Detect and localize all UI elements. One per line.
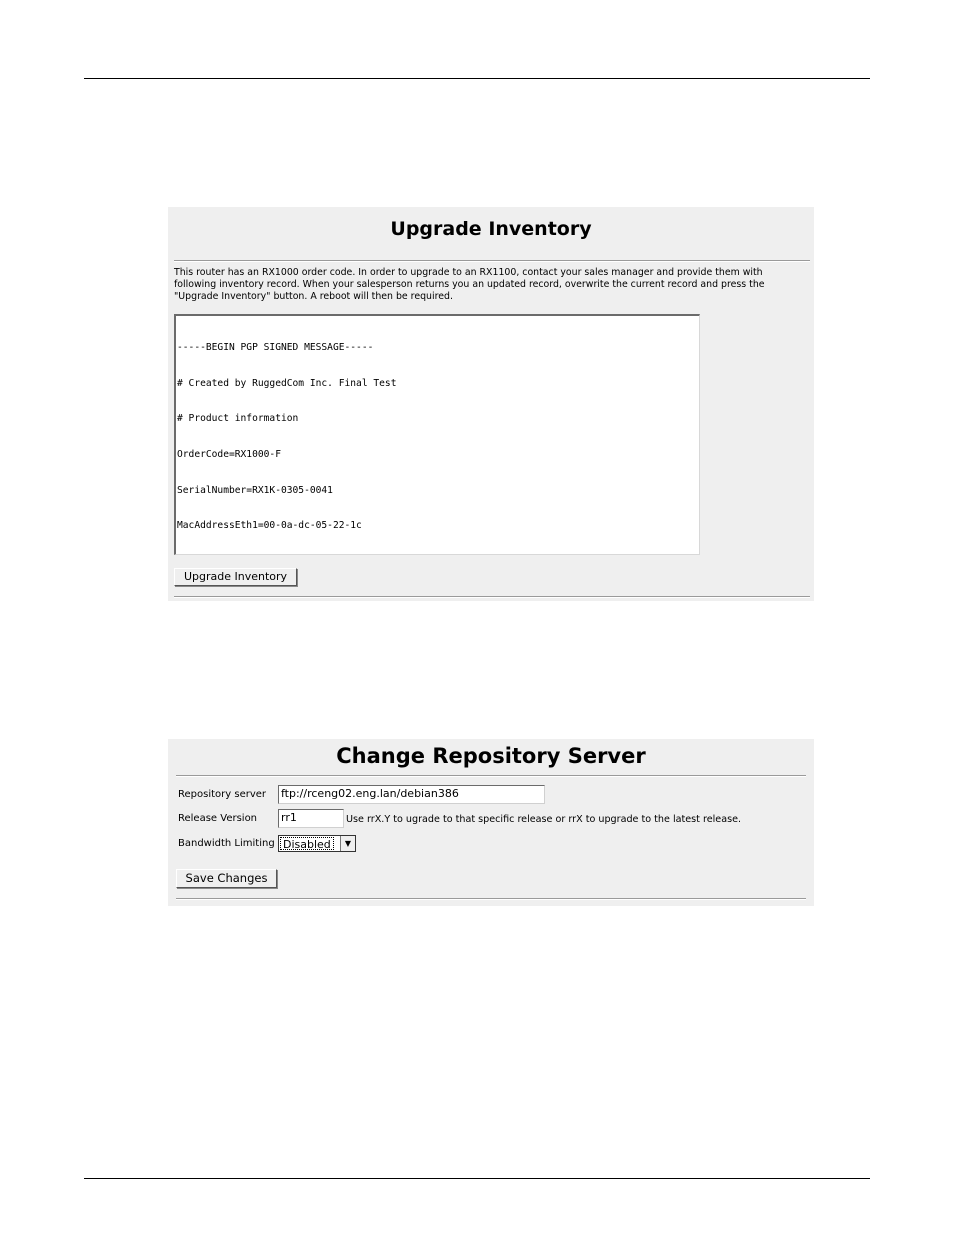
bandwidth-selected-value: Disabled: [280, 837, 334, 850]
chevron-down-icon[interactable]: ▼: [340, 836, 355, 851]
instruction-line: "Upgrade Inventory" button. A reboot will then be required.: [174, 291, 453, 302]
record-line: # Created by RuggedCom Inc. Final Test: [177, 377, 397, 389]
title-divider: [174, 260, 810, 262]
instruction-line: This router has an RX1000 order code. In order to upgrade to an RX1100, contact your sales manager and provide them with: [174, 267, 763, 278]
record-line: OrderCode=RX1000-F: [177, 448, 281, 460]
record-line: MacAddressEth1=00-0a-dc-05-22-1c: [177, 520, 362, 532]
page-bottom-rule: [84, 1178, 870, 1179]
panel-bottom-divider: [176, 898, 806, 900]
release-version-input[interactable]: rr1: [278, 809, 344, 828]
instruction-line: following inventory record. When your salesperson returns you an updated record, overwrite the current record and press the: [174, 279, 765, 290]
upgrade-inventory-title: Upgrade Inventory: [390, 218, 592, 240]
change-repository-title: Change Repository Server: [336, 744, 646, 768]
upgrade-instructions: [174, 267, 814, 303]
title-divider: [176, 775, 806, 777]
record-line: -----BEGIN PGP SIGNED MESSAGE-----: [177, 341, 374, 353]
change-repository-panel: [168, 739, 814, 906]
save-changes-button[interactable]: Save Changes: [176, 869, 277, 888]
panel-bottom-divider: [174, 596, 810, 598]
upgrade-inventory-button[interactable]: Upgrade Inventory: [174, 568, 297, 586]
repository-server-input[interactable]: ftp://rceng02.eng.lan/debian386: [278, 785, 545, 804]
page-top-rule: [84, 78, 870, 79]
repository-server-label: Repository server: [178, 789, 267, 800]
bandwidth-limiting-select[interactable]: [278, 835, 356, 852]
upgrade-inventory-panel: [168, 207, 814, 601]
record-line: # Product information: [177, 413, 299, 425]
release-version-hint: Use rrX.Y to ugrade to that specific release or rrX to upgrade to the latest release.: [346, 814, 742, 825]
inventory-record-textarea[interactable]: [174, 314, 700, 555]
release-version-label: Release Version: [178, 813, 258, 824]
bandwidth-limiting-label: Bandwidth Limiting: [178, 838, 275, 849]
record-line: SerialNumber=RX1K-0305-0041: [177, 484, 333, 496]
